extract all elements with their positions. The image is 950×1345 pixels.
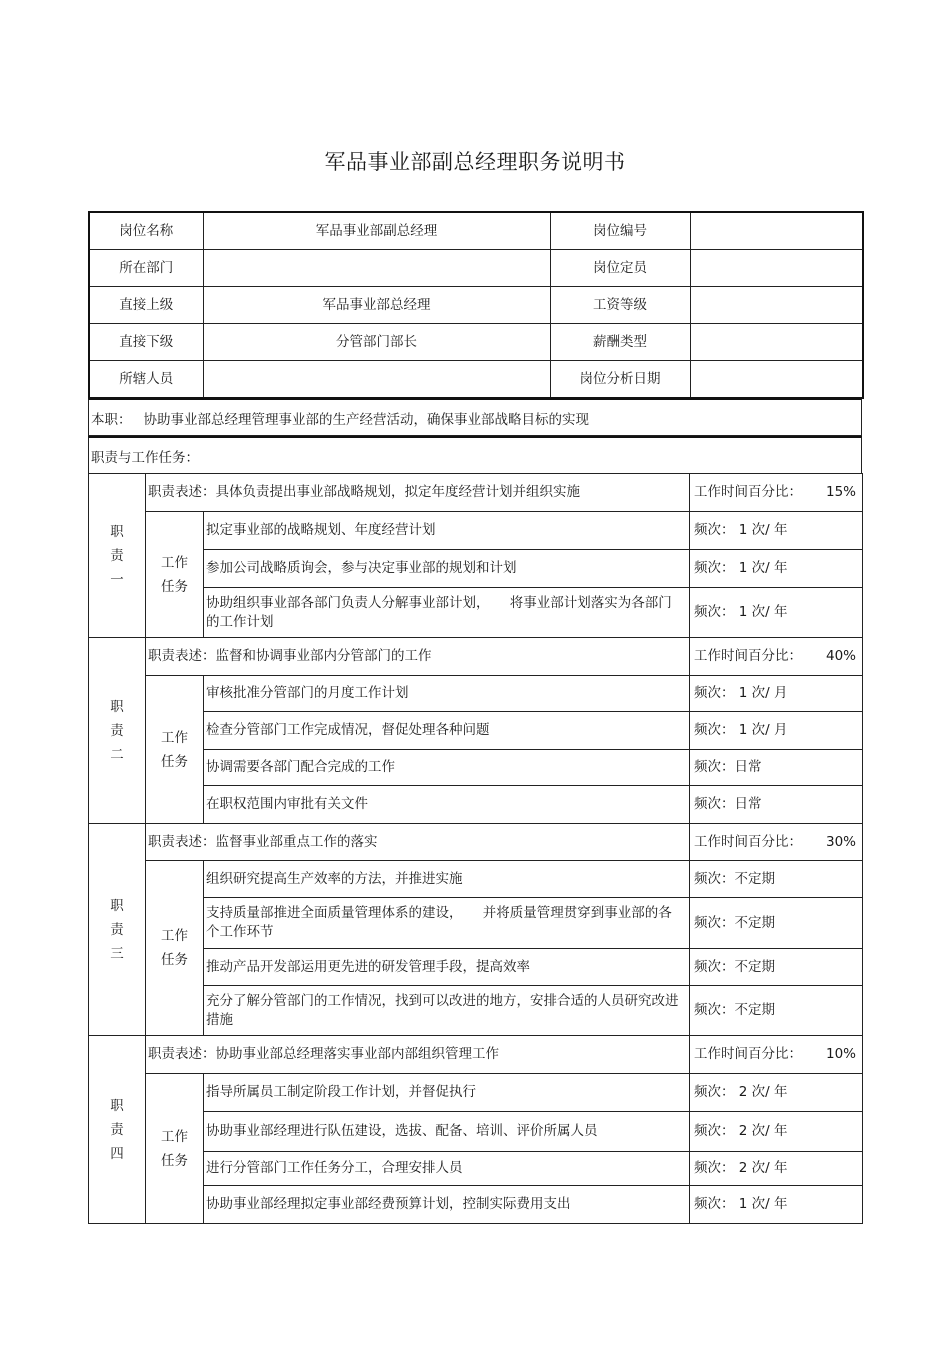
duty-statement: 职责表述：协助事业部总经理落实事业部内部组织管理工作: [146, 1036, 690, 1074]
duty-name-char: 职: [110, 897, 124, 914]
task-row: [89, 898, 863, 949]
duty-name-char: 责: [110, 722, 124, 739]
info-value: [690, 250, 863, 287]
task-frequency: 频次： 1 次/ 月: [690, 712, 863, 750]
task-text: 协调需要各部门配合完成的工作: [204, 750, 690, 786]
info-value: [690, 324, 863, 361]
task-text: 协助事业部经理进行队伍建设，选拔、配备、培训、评价所属人员: [204, 1112, 690, 1152]
time-percentage-label: 工作时间百分比：: [694, 833, 802, 850]
task-frequency: 频次：不定期: [690, 861, 863, 898]
task-row: [89, 786, 863, 824]
duty-name: [89, 1036, 146, 1224]
time-percentage: [690, 474, 863, 512]
info-row: [89, 361, 863, 399]
task-label-line: 任务: [161, 1152, 188, 1169]
summary-label: 本职：: [91, 411, 132, 428]
duty-name-char: 四: [110, 1145, 124, 1162]
time-percentage: [690, 824, 863, 861]
duties-heading-text: 职责与工作任务：: [91, 449, 199, 466]
task-label-line: 任务: [161, 578, 188, 595]
duties-table: [88, 473, 863, 1224]
task-label-line: 任务: [161, 753, 188, 770]
task-row: [89, 861, 863, 898]
duty-name-char: 责: [110, 547, 124, 564]
task-frequency: 频次： 2 次/ 年: [690, 1152, 863, 1186]
task-row: [89, 588, 863, 638]
task-text: 支持质量部推进全面质量管理体系的建设， 并将质量管理贯穿到事业部的各个工作环节: [204, 898, 690, 949]
duty-statement-row: [89, 824, 863, 861]
info-label: 岗位定员: [550, 250, 690, 287]
info-value: [690, 287, 863, 324]
task-frequency: 频次：日常: [690, 750, 863, 786]
duty-name: [89, 824, 146, 1036]
task-text: 进行分管部门工作任务分工，合理安排人员: [204, 1152, 690, 1186]
time-percentage-label: 工作时间百分比：: [694, 1046, 802, 1062]
task-row: [89, 1152, 863, 1186]
job-info-table: [88, 211, 864, 399]
info-label: 所在部门: [89, 250, 203, 287]
info-value: 军品事业部副总经理: [203, 212, 550, 250]
time-percentage-label: 工作时间百分比：: [694, 648, 802, 664]
task-label-line: 任务: [161, 952, 188, 968]
duty-statement-row: [89, 638, 863, 676]
task-frequency: 频次： 1 次/ 年: [690, 588, 863, 638]
task-row: [89, 550, 863, 588]
duty-name: [89, 474, 146, 638]
info-label: 工资等级: [550, 287, 690, 324]
time-percentage-value: 40%: [825, 648, 856, 664]
info-label: 直接下级: [89, 324, 203, 361]
info-value: [203, 250, 550, 287]
duty-statement-row: [89, 1036, 863, 1074]
task-text: 参加公司战略质询会，参与决定事业部的规划和计划: [204, 550, 690, 588]
duty-name: [89, 638, 146, 824]
duty-statement-row: [89, 474, 863, 512]
task-text: 拟定事业部的战略规划、年度经营计划: [204, 512, 690, 550]
task-row: [89, 512, 863, 550]
info-row: [89, 287, 863, 324]
task-text: 在职权范围内审批有关文件: [204, 786, 690, 824]
task-text: 充分了解分管部门的工作情况，找到可以改进的地方，安排合适的人员研究改进措施: [204, 986, 690, 1036]
task-frequency: 频次：不定期: [690, 949, 863, 986]
task-frequency: 频次： 1 次/ 年: [690, 1186, 863, 1224]
duty-name-char: 一: [110, 571, 124, 588]
task-frequency: 频次： 1 次/ 月: [690, 676, 863, 712]
duty-name-char: 三: [110, 945, 124, 962]
info-value: [203, 361, 550, 399]
task-text: 协助组织事业部各部门负责人分解事业部计划， 将事业部计划落实为各部门的工作计划: [204, 588, 690, 638]
duty-statement: 职责表述：监督和协调事业部内分管部门的工作: [146, 638, 690, 676]
time-percentage: [690, 1036, 863, 1074]
task-group-label: [146, 676, 204, 824]
time-percentage: [690, 638, 863, 676]
duty-name-char: 职: [110, 698, 124, 715]
duty-name-char: 职: [110, 1097, 124, 1114]
task-row: [89, 986, 863, 1036]
task-frequency: 频次： 2 次/ 年: [690, 1112, 863, 1152]
info-row: [89, 250, 863, 287]
info-label: 薪酬类型: [550, 324, 690, 361]
task-text: 指导所属员工制定阶段工作计划，并督促执行: [204, 1074, 690, 1112]
task-row: [89, 949, 863, 986]
info-label: 岗位名称: [89, 212, 203, 250]
document-title: 军品事业部副总经理职务说明书: [324, 150, 626, 174]
duty-name-char: 责: [110, 1121, 124, 1138]
task-row: [89, 1112, 863, 1152]
info-row: [89, 324, 863, 361]
info-label: 岗位分析日期: [550, 361, 690, 399]
duty-statement: 职责表述：具体负责提出事业部战略规划，拟定年度经营计划并组织实施: [146, 474, 690, 512]
task-row: [89, 1186, 863, 1224]
info-value: 分管部门部长: [203, 324, 550, 361]
duty-statement: 职责表述：监督事业部重点工作的落实: [146, 824, 690, 861]
task-frequency: 频次：日常: [690, 786, 863, 824]
task-label-line: 工作: [161, 729, 188, 746]
duty-name-char: 二: [110, 746, 124, 763]
task-label-line: 工作: [161, 928, 188, 944]
task-group-label: [146, 1074, 204, 1224]
time-percentage-label: 工作时间百分比：: [694, 484, 802, 500]
info-value: [690, 361, 863, 399]
task-text: 组织研究提高生产效率的方法，并推进实施: [204, 861, 690, 898]
time-percentage-value: 15%: [825, 484, 856, 500]
task-row: [89, 1074, 863, 1112]
task-label-line: 工作: [161, 554, 188, 571]
task-group-label: [146, 512, 204, 638]
task-row: [89, 676, 863, 712]
task-frequency: 频次： 1 次/ 年: [690, 550, 863, 588]
summary-text: 协助事业部总经理管理事业部的生产经营活动，确保事业部战略目标的实现: [143, 411, 589, 428]
info-label: 直接上级: [89, 287, 203, 324]
task-label-line: 工作: [161, 1128, 188, 1145]
duties-heading: [88, 436, 862, 474]
duty-name-char: 责: [110, 921, 124, 938]
time-percentage-value: 30%: [825, 833, 856, 850]
info-label: 岗位编号: [550, 212, 690, 250]
info-label: 所辖人员: [89, 361, 203, 399]
task-group-label: [146, 861, 204, 1036]
job-summary: [88, 398, 862, 436]
task-row: [89, 712, 863, 750]
task-frequency: 频次： 2 次/ 年: [690, 1074, 863, 1112]
task-text: 推动产品开发部运用更先进的研发管理手段，提高效率: [204, 949, 690, 986]
task-frequency: 频次： 1 次/ 年: [690, 512, 863, 550]
info-row: [89, 212, 863, 250]
task-frequency: 频次：不定期: [690, 986, 863, 1036]
info-value: [690, 212, 863, 250]
duty-name-char: 职: [110, 523, 124, 540]
task-text: 审核批准分管部门的月度工作计划: [204, 676, 690, 712]
info-value: 军品事业部总经理: [203, 287, 550, 324]
time-percentage-value: 10%: [825, 1046, 856, 1062]
task-row: [89, 750, 863, 786]
task-frequency: 频次：不定期: [690, 898, 863, 949]
task-text: 协助事业部经理拟定事业部经费预算计划，控制实际费用支出: [204, 1186, 690, 1224]
task-text: 检查分管部门工作完成情况，督促处理各种问题: [204, 712, 690, 750]
